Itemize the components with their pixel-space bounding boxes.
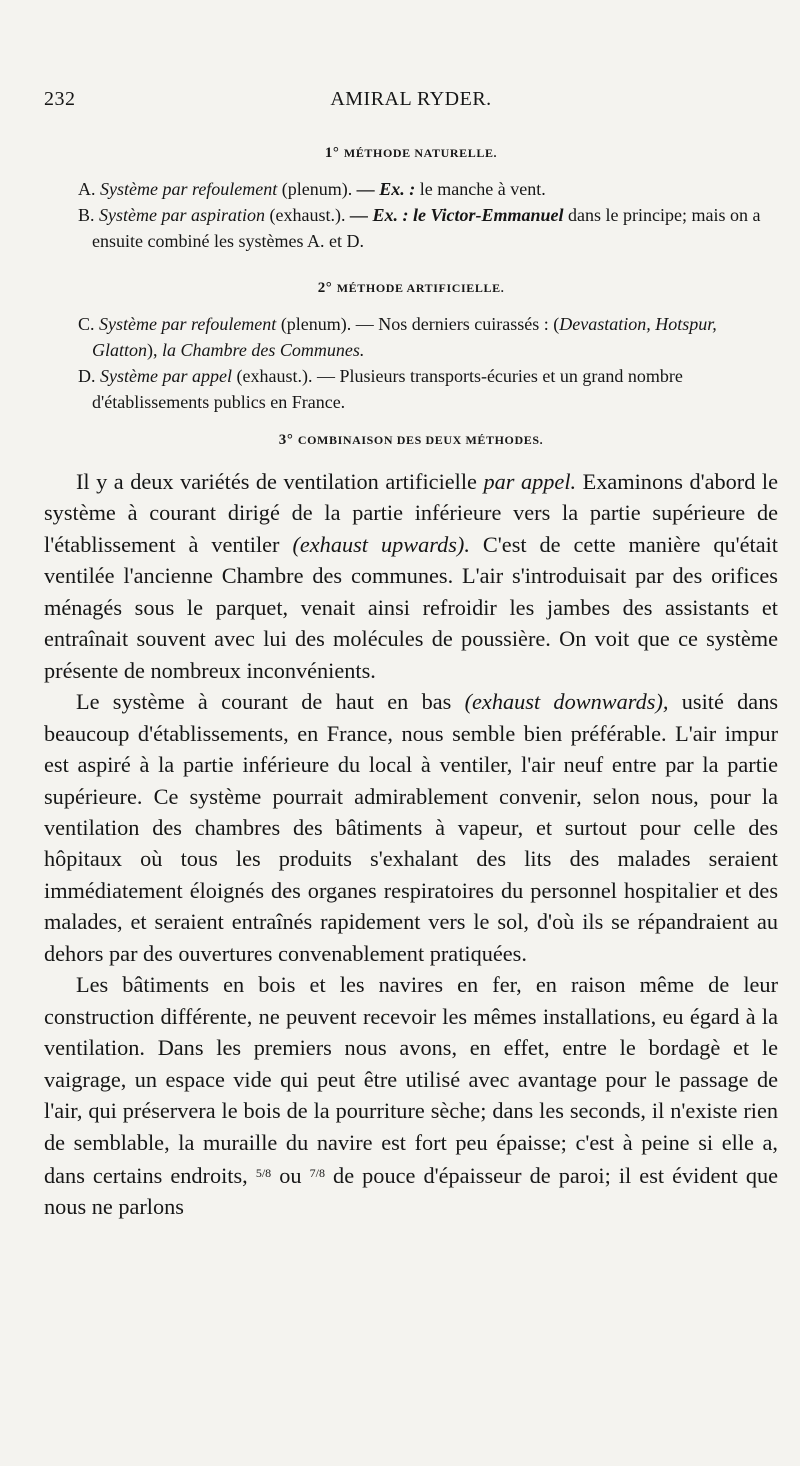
section-3-heading: COMBINAISON DES DEUX MÉTHODES.	[297, 433, 544, 447]
section-2-list	[58, 311, 774, 415]
paragraph-3	[44, 969, 778, 1223]
item-example-label: — Ex. :	[350, 205, 409, 225]
item-text: dans le principe; mais on a ensuite combiné les systèmes A. et D.	[92, 205, 761, 251]
text-run: de pouce d'épaisseur de paroi; il est évident que nous ne parlons	[44, 1162, 779, 1220]
section-1-heading: MÉTHODE NATURELLE.	[343, 146, 498, 160]
section-1-number: 1°	[324, 145, 340, 161]
text-run: ou	[279, 1162, 302, 1188]
text-run: Examinons d'abord le système à courant dirigé de la partie inférieure vers la partie supérieure de l'établissement à ventiler	[44, 469, 778, 557]
item-letter: C.	[78, 314, 95, 334]
item-paren: (plenum).	[281, 179, 353, 199]
fraction: 7/8	[309, 1165, 325, 1180]
text-run-italic: par appel.	[483, 469, 577, 494]
list-item-c	[58, 311, 774, 363]
body-text	[44, 466, 778, 1223]
item-text: — Plusieurs transports-écuries et un grand nombre d'établissements publics en France.	[92, 366, 683, 412]
item-letter: A.	[78, 179, 96, 199]
section-2-number: 2°	[317, 280, 333, 296]
section-1-title	[44, 145, 778, 162]
item-paren: (exhaust.).	[269, 205, 346, 225]
running-title: AMIRAL RYDER.	[330, 88, 492, 110]
text-run: C'est de cette manière qu'était ventilée l'ancienne Chambre des communes. L'air s'introduisait par des orifices ménagés sous le parquet, venait ainsi refroidir les jambes des assistants et entraînait souvent avec lui des molécules de poussière. On voit que ce système présente de nombreux inconvénients.	[44, 531, 779, 683]
fraction: 5/8	[255, 1165, 272, 1180]
item-ships-2: la Chambre des Communes.	[162, 340, 365, 360]
item-name: Système par refoulement	[99, 314, 277, 334]
item-example-name: le Victor-Emmanuel	[413, 205, 564, 225]
section-2-heading: MÉTHODE ARTIFICIELLE.	[336, 281, 505, 295]
item-text: — Nos derniers cuirassés : (	[355, 314, 560, 334]
item-paren: (plenum).	[280, 314, 352, 334]
section-2-title	[44, 280, 778, 297]
section-1-list	[58, 176, 774, 254]
text-run: Les bâtiments en bois et les navires en fer, en raison même de leur construction différente, ne peuvent recevoir les mêmes installations, eu égard à la ventilation. Dans les premiers nous avons, en effet, entre le bordagè et le vaigrage, un espace vide qui peut être utilisé avec avantage pour le passage de l'air, qui préservera le bois de la pourriture sèche; dans les seconds, il n'existe rien de semblable, la muraille du navire est fort peu épaisse; c'est à peine si elle a, dans certains endroits,	[44, 972, 778, 1188]
page-header	[44, 88, 778, 114]
text-run-italic: (exhaust downwards),	[464, 689, 669, 715]
list-item-a	[58, 176, 774, 202]
item-example-label: — Ex. :	[356, 179, 416, 199]
item-ships: Devastation, Hotspur, Glatton	[92, 314, 717, 360]
item-name: Système par appel	[100, 366, 232, 386]
list-item-d	[58, 363, 774, 415]
text-run: Il y a deux variétés de ventilation artificielle	[76, 469, 477, 494]
section-3-title	[44, 432, 778, 449]
item-letter: D.	[78, 366, 96, 386]
page-number: 232	[44, 88, 76, 110]
item-text-2: ),	[147, 340, 158, 360]
list-item-b	[58, 202, 774, 254]
item-paren: (exhaust.).	[236, 366, 313, 386]
item-letter: B.	[78, 205, 95, 225]
paragraph-2	[44, 686, 778, 969]
item-text: le manche à vent.	[419, 179, 546, 199]
item-name: Système par aspiration	[99, 205, 266, 225]
item-name: Système par refoulement	[100, 179, 278, 199]
section-3-number: 3°	[278, 432, 294, 448]
paragraph-1	[44, 466, 778, 686]
text-run-italic: (exhaust upwards).	[292, 531, 470, 557]
text-run: Le système à courant de haut en bas	[76, 689, 452, 715]
text-run: usité dans beaucoup d'établissements, en France, nous semble bien préférable. L'air impur est aspiré à la partie inférieure du local à ventiler, l'air neuf entre par la partie supérieure. Ce système pourrait admirablement convenir, selon nous, pour la ventilation des chambres des bâtiments à vapeur, et surtout pour celle des hôpitaux où tous les produits s'exhalant des lits des malades seraient immédiatement éloignés des organes respiratoires du personnel hospitalier et des malades, et seraient entraînés rapidement vers le sol, d'où ils se répandraient au dehors par des ouvertures convenablement pratiquées.	[44, 689, 779, 966]
